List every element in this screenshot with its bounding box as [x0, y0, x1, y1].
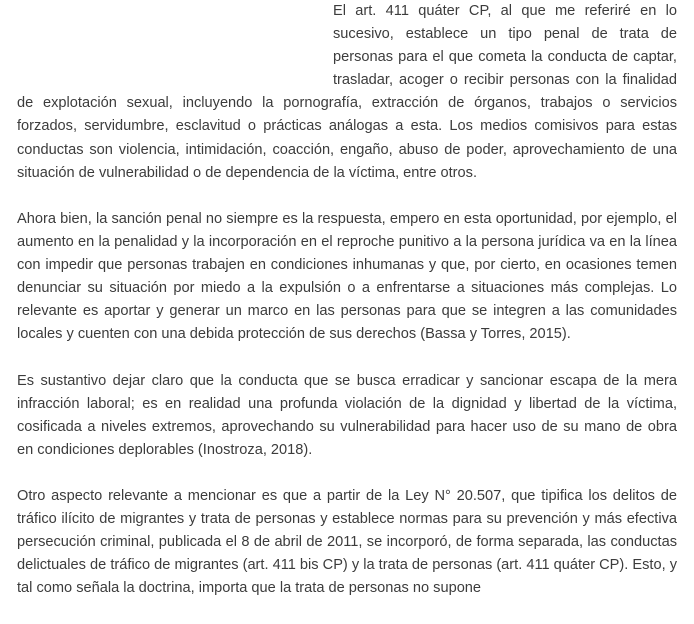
paragraph-4: Otro aspecto relevante a mencionar es que a partir de la Ley N° 20.507, que tipifica los delitos de tráfico ilícito de migrantes y trata de personas y establece normas para su prevención y más efectiva persecución criminal, publicada el 8 de abril de 2011, se incorporó, de forma separada, las conductas delictuales de tráfico de migrantes (art. 411 bis CP) y la trata de personas (art. 411 quáter CP). Esto, y tal como señala la doctrina, importa que la trata de personas no supone [17, 487, 677, 597]
article-body [17, 0, 677, 624]
paragraph-3: Es sustantivo dejar claro que la conducta que se busca erradicar y sancionar escapa de la mera infracción laboral; es en realidad una profunda violación de la dignidad y libertad de la víctima, cosificada a niveles extremos, aprovechando su vulnerabilidad para hacer uso de su mano de obra en condiciones deplorables (Inostroza, 2018). [17, 372, 677, 458]
paragraph-2: Ahora bien, la sanción penal no siempre es la respuesta, empero en esta oportunidad, por ejemplo, el aumento en la penalidad y la incorporación en el reproche punitivo a la persona jurídica va en la línea con impedir que personas trabajen en condiciones inhumanas y que, por cierto, en ocasiones temen denunciar su situación por miedo a la expulsión o a enfrentarse a situaciones más complejas. Lo relevante es aportar y generar un marco en las personas para que se integren a las comunidades locales y cuenten con una debida protección de sus derechos (Bassa y Torres, 2015). [17, 210, 677, 343]
paragraph-1: El art. 411 quáter CP, al que me referiré en lo sucesivo, establece un tipo penal de trata de personas para el que cometa la conducta de captar, trasladar, acoger o recibir personas con la finalidad de explotación sexual, incluyendo la pornografía, extracción de órganos, trabajos o servicios forzados, servidumbre, esclavitud o prácticas análogas a esta. Los medios comisivos para estas conductas son violencia, intimidación, coacción, engaño, abuso de poder, aprovechamiento de una situación de vulnerabilidad o de dependencia de la víctima, entre otros. [17, 3, 677, 181]
floated-image-space [17, 0, 333, 92]
